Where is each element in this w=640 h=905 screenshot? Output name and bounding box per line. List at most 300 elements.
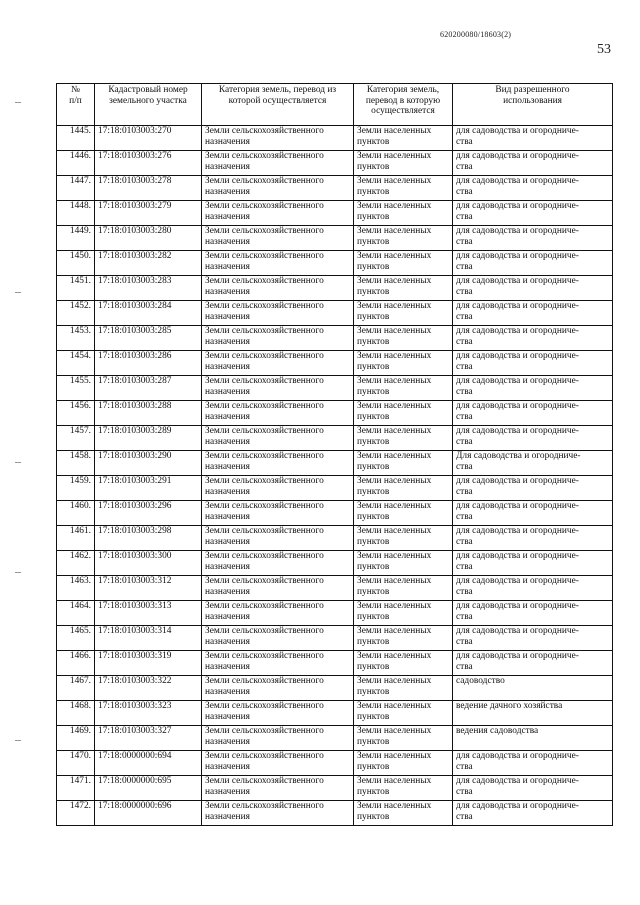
permitted-use-cell-text: ства: [456, 811, 473, 822]
permitted-use-cell: [453, 351, 613, 376]
category-to-cell: [354, 551, 453, 576]
cadastral-number-cell-text: 17:18:0103003:287: [98, 376, 172, 386]
category-to-cell-text: Земли населенных: [357, 726, 432, 736]
permitted-use-cell-text: для садоводства и огородниче-: [456, 351, 579, 361]
permitted-use-cell-text: для садоводства и огородниче-: [456, 551, 579, 561]
permitted-use-cell-text: для садоводства и огородниче-: [456, 301, 579, 311]
category-from-cell: [202, 501, 354, 526]
row-number-cell-text: 1446.: [69, 151, 91, 161]
category-to-cell-text: пунктов: [357, 711, 390, 722]
category-to-cell-text: Земли населенных: [357, 426, 432, 436]
category-to-cell: [354, 326, 453, 351]
category-to-cell-text: пунктов: [357, 561, 390, 572]
category-from-cell: [202, 651, 354, 676]
permitted-use-cell-text: для садоводства и огородниче-: [456, 251, 579, 261]
category-to-cell-text: Земли населенных: [357, 651, 432, 661]
category-from-cell: [202, 726, 354, 751]
category-from-cell-text: назначения: [205, 511, 250, 522]
cadastral-number-cell: [95, 426, 202, 451]
category-from-cell-text: Земли сельскохозяйственного: [205, 501, 324, 511]
permitted-use-cell: [453, 676, 613, 701]
document-id: 620200080/18603(2): [440, 30, 512, 39]
permitted-use-cell: [453, 651, 613, 676]
cadastral-number-cell-text: 17:18:0000000:695: [98, 776, 172, 786]
category-from-cell: [202, 276, 354, 301]
category-to-cell: [354, 401, 453, 426]
row-number-cell-text: 1459.: [69, 476, 91, 486]
category-to-cell-text: пунктов: [357, 486, 390, 497]
cadastral-number-cell-text: 17:18:0103003:298: [98, 526, 172, 536]
category-to-cell: [354, 776, 453, 801]
category-from-cell: [202, 151, 354, 176]
permitted-use-cell: [453, 326, 613, 351]
permitted-use-cell-text: ведения садоводства: [456, 726, 539, 736]
category-from-cell-text: Земли сельскохозяйственного: [205, 726, 324, 736]
permitted-use-cell-text: ства: [456, 286, 473, 297]
cadastral-number-cell: [95, 551, 202, 576]
category-from-cell-text: Земли сельскохозяйственного: [205, 326, 324, 336]
category-from-cell-text: Земли сельскохозяйственного: [205, 151, 324, 161]
row-number-cell-text: 1456.: [69, 401, 91, 411]
category-from-cell: [202, 201, 354, 226]
category-to-cell-text: Земли населенных: [357, 701, 432, 711]
cadastral-number-cell-text: 17:18:0103003:284: [98, 301, 172, 311]
category-to-cell-text: пунктов: [357, 411, 390, 422]
category-to-cell-text: пунктов: [357, 811, 390, 822]
row-number-cell: [57, 701, 95, 726]
permitted-use-cell-text: для садоводства и огородниче-: [456, 326, 579, 336]
category-from-cell: [202, 551, 354, 576]
category-from-cell-text: Земли сельскохозяйственного: [205, 576, 324, 586]
permitted-use-cell: [453, 151, 613, 176]
permitted-use-cell-text: ства: [456, 361, 473, 372]
category-from-cell-text: назначения: [205, 611, 250, 622]
row-number-cell: [57, 501, 95, 526]
category-to-cell-text: пунктов: [357, 336, 390, 347]
category-to-cell: [354, 676, 453, 701]
permitted-use-cell: [453, 301, 613, 326]
category-to-cell: [354, 501, 453, 526]
row-number-cell-text: 1457.: [69, 426, 91, 436]
permitted-use-cell: [453, 126, 613, 151]
category-to-cell-text: Земли населенных: [357, 401, 432, 411]
cadastral-number-cell-text: 17:18:0103003:270: [98, 126, 172, 136]
table-row: [57, 626, 613, 651]
row-number-cell: [57, 301, 95, 326]
category-to-cell-text: пунктов: [357, 236, 390, 247]
category-to-cell-text: Земли населенных: [357, 451, 432, 461]
table-row: [57, 151, 613, 176]
cadastral-number-cell-text: 17:18:0000000:696: [98, 801, 172, 811]
row-number-cell: [57, 726, 95, 751]
category-from-cell-text: Земли сельскохозяйственного: [205, 651, 324, 661]
category-to-cell-text: пунктов: [357, 586, 390, 597]
cadastral-number-cell-text: 17:18:0103003:322: [98, 676, 172, 686]
category-to-cell-text: пунктов: [357, 761, 390, 772]
cadastral-number-cell: [95, 176, 202, 201]
category-from-cell-text: назначения: [205, 686, 250, 697]
row-number-cell-text: 1451.: [69, 276, 91, 286]
category-to-cell-text: пунктов: [357, 661, 390, 672]
permitted-use-cell-text: для садоводства и огородниче-: [456, 501, 579, 511]
cadastral-number-cell-text: 17:18:0103003:290: [98, 451, 172, 461]
cadastral-number-cell-text: 17:18:0103003:312: [98, 576, 172, 586]
permitted-use-cell-text: для садоводства и огородниче-: [456, 126, 579, 136]
category-to-cell: [354, 726, 453, 751]
permitted-use-cell-text: для садоводства и огородниче-: [456, 151, 579, 161]
table-row: [57, 351, 613, 376]
category-to-cell-text: Земли населенных: [357, 576, 432, 586]
permitted-use-cell-text: для садоводства и огородниче-: [456, 376, 579, 386]
category-from-cell-text: назначения: [205, 461, 250, 472]
permitted-use-cell-text: для садоводства и огородниче-: [456, 226, 579, 236]
cadastral-number-cell: [95, 626, 202, 651]
permitted-use-cell-text: ства: [456, 261, 473, 272]
category-from-cell-text: Земли сельскохозяйственного: [205, 301, 324, 311]
category-to-cell-text: Земли населенных: [357, 251, 432, 261]
permitted-use-cell-text: ства: [456, 761, 473, 772]
category-to-cell: [354, 201, 453, 226]
row-number-cell-text: 1460.: [69, 501, 91, 511]
category-to-cell-text: Земли населенных: [357, 351, 432, 361]
table-row: [57, 776, 613, 801]
category-to-cell: [354, 801, 453, 826]
column-header-cadastral-number: Кадастровый номер земельного участка: [95, 84, 202, 126]
category-to-cell-text: пунктов: [357, 786, 390, 797]
category-from-cell: [202, 301, 354, 326]
cadastral-number-cell-text: 17:18:0103003:327: [98, 726, 172, 736]
permitted-use-cell-text: ства: [456, 336, 473, 347]
category-to-cell-text: пунктов: [357, 186, 390, 197]
permitted-use-cell-text: Для садоводства и огородниче-: [456, 451, 581, 461]
category-from-cell-text: назначения: [205, 761, 250, 772]
permitted-use-cell-text: ства: [456, 561, 473, 572]
category-to-cell-text: пунктов: [357, 286, 390, 297]
category-to-cell: [354, 251, 453, 276]
cadastral-number-cell-text: 17:18:0103003:313: [98, 601, 172, 611]
table-row: [57, 326, 613, 351]
cadastral-number-cell-text: 17:18:0103003:291: [98, 476, 172, 486]
category-to-cell-text: Земли населенных: [357, 501, 432, 511]
cadastral-number-cell: [95, 326, 202, 351]
cadastral-number-cell: [95, 676, 202, 701]
category-to-cell-text: пунктов: [357, 161, 390, 172]
category-to-cell-text: Земли населенных: [357, 801, 432, 811]
permitted-use-cell: [453, 176, 613, 201]
category-from-cell-text: Земли сельскохозяйственного: [205, 126, 324, 136]
row-number-cell: [57, 451, 95, 476]
cadastral-number-cell-text: 17:18:0103003:282: [98, 251, 172, 261]
category-from-cell-text: назначения: [205, 386, 250, 397]
category-from-cell-text: назначения: [205, 711, 250, 722]
cadastral-number-cell-text: 17:18:0103003:319: [98, 651, 172, 661]
category-from-cell-text: Земли сельскохозяйственного: [205, 551, 324, 561]
cadastral-number-cell: [95, 576, 202, 601]
row-number-cell-text: 1469.: [69, 726, 91, 736]
row-number-cell-text: 1467.: [69, 676, 91, 686]
permitted-use-cell-text: ства: [456, 311, 473, 322]
category-from-cell: [202, 226, 354, 251]
category-to-cell-text: пунктов: [357, 311, 390, 322]
row-number-cell-text: 1449.: [69, 226, 91, 236]
category-from-cell-text: назначения: [205, 261, 250, 272]
page-number: 53: [597, 42, 611, 57]
permitted-use-cell-text: ства: [456, 136, 473, 147]
permitted-use-cell: [453, 401, 613, 426]
permitted-use-cell-text: для садоводства и огородниче-: [456, 626, 579, 636]
row-number-cell: [57, 226, 95, 251]
row-number-cell-text: 1453.: [69, 326, 91, 336]
table-row: [57, 551, 613, 576]
category-from-cell: [202, 601, 354, 626]
cadastral-number-cell: [95, 201, 202, 226]
row-number-cell: [57, 676, 95, 701]
category-from-cell-text: Земли сельскохозяйственного: [205, 176, 324, 186]
permitted-use-cell-text: для садоводства и огородниче-: [456, 201, 579, 211]
category-to-cell-text: Земли населенных: [357, 301, 432, 311]
cadastral-number-cell-text: 17:18:0103003:278: [98, 176, 172, 186]
cadastral-number-cell: [95, 751, 202, 776]
permitted-use-cell-text: ства: [456, 411, 473, 422]
row-number-cell: [57, 126, 95, 151]
table-row: [57, 651, 613, 676]
category-to-cell-text: пунктов: [357, 211, 390, 222]
row-number-cell-text: 1468.: [69, 701, 91, 711]
table-row: [57, 701, 613, 726]
cadastral-number-cell-text: 17:18:0000000:694: [98, 751, 172, 761]
permitted-use-cell: [453, 551, 613, 576]
cadastral-number-cell-text: 17:18:0103003:288: [98, 401, 172, 411]
row-number-cell-text: 1455.: [69, 376, 91, 386]
row-number-cell-text: 1470.: [69, 751, 91, 761]
row-number-cell: [57, 426, 95, 451]
category-from-cell: [202, 251, 354, 276]
category-from-cell-text: Земли сельскохозяйственного: [205, 801, 324, 811]
permitted-use-cell-text: ства: [456, 211, 473, 222]
category-from-cell-text: назначения: [205, 786, 250, 797]
permitted-use-cell: [453, 726, 613, 751]
category-from-cell-text: Земли сельскохозяйственного: [205, 351, 324, 361]
category-to-cell-text: Земли населенных: [357, 601, 432, 611]
category-from-cell-text: Земли сельскохозяйственного: [205, 376, 324, 386]
table-row: [57, 576, 613, 601]
category-to-cell-text: пунктов: [357, 511, 390, 522]
row-number-cell: [57, 251, 95, 276]
category-to-cell: [354, 176, 453, 201]
permitted-use-cell-text: ства: [456, 461, 473, 472]
permitted-use-cell-text: для садоводства и огородниче-: [456, 401, 579, 411]
row-number-cell-text: 1462.: [69, 551, 91, 561]
category-from-cell: [202, 376, 354, 401]
cadastral-number-cell: [95, 601, 202, 626]
cadastral-number-cell: [95, 526, 202, 551]
category-from-cell: [202, 626, 354, 651]
cadastral-number-cell: [95, 276, 202, 301]
row-number-cell-text: 1454.: [69, 351, 91, 361]
category-to-cell-text: пунктов: [357, 736, 390, 747]
category-from-cell-text: назначения: [205, 286, 250, 297]
category-from-cell-text: назначения: [205, 736, 250, 747]
table-row: [57, 601, 613, 626]
row-number-cell: [57, 476, 95, 501]
cadastral-number-cell: [95, 451, 202, 476]
category-to-cell: [354, 751, 453, 776]
category-from-cell-text: Земли сельскохозяйственного: [205, 751, 324, 761]
category-to-cell-text: пунктов: [357, 636, 390, 647]
cadastral-number-cell-text: 17:18:0103003:280: [98, 226, 172, 236]
table-row: [57, 401, 613, 426]
category-from-cell-text: Земли сельскохозяйственного: [205, 226, 324, 236]
category-from-cell: [202, 351, 354, 376]
permitted-use-cell-text: ства: [456, 186, 473, 197]
row-number-cell: [57, 626, 95, 651]
cadastral-number-cell: [95, 301, 202, 326]
cadastral-number-cell-text: 17:18:0103003:314: [98, 626, 172, 636]
row-number-cell-text: 1472.: [69, 801, 91, 811]
category-to-cell-text: пунктов: [357, 261, 390, 272]
category-from-cell-text: Земли сельскохозяйственного: [205, 626, 324, 636]
permitted-use-cell: [453, 576, 613, 601]
category-to-cell: [354, 476, 453, 501]
margin-mark: [15, 740, 21, 741]
permitted-use-cell-text: для садоводства и огородниче-: [456, 751, 579, 761]
category-to-cell-text: Земли населенных: [357, 201, 432, 211]
cadastral-number-cell-text: 17:18:0103003:289: [98, 426, 172, 436]
category-from-cell-text: Земли сельскохозяйственного: [205, 251, 324, 261]
permitted-use-cell: [453, 226, 613, 251]
permitted-use-cell-text: ства: [456, 611, 473, 622]
cadastral-number-cell-text: 17:18:0103003:286: [98, 351, 172, 361]
category-from-cell-text: назначения: [205, 661, 250, 672]
cadastral-number-cell-text: 17:18:0103003:276: [98, 151, 172, 161]
row-number-cell: [57, 351, 95, 376]
cadastral-number-cell: [95, 776, 202, 801]
permitted-use-cell-text: ства: [456, 536, 473, 547]
category-from-cell: [202, 676, 354, 701]
category-to-cell: [354, 626, 453, 651]
category-to-cell-text: Земли населенных: [357, 176, 432, 186]
row-number-cell-text: 1448.: [69, 201, 91, 211]
category-to-cell-text: Земли населенных: [357, 126, 432, 136]
table-row: [57, 376, 613, 401]
table-row: [57, 676, 613, 701]
row-number-cell: [57, 576, 95, 601]
table-row: [57, 276, 613, 301]
permitted-use-cell-text: ства: [456, 511, 473, 522]
table-row: [57, 526, 613, 551]
cadastral-number-cell: [95, 651, 202, 676]
category-to-cell: [354, 151, 453, 176]
permitted-use-cell-text: для садоводства и огородниче-: [456, 426, 579, 436]
category-from-cell: [202, 476, 354, 501]
permitted-use-cell-text: для садоводства и огородниче-: [456, 801, 579, 811]
category-from-cell: [202, 426, 354, 451]
row-number-cell-text: 1447.: [69, 176, 91, 186]
table-row: [57, 751, 613, 776]
permitted-use-cell-text: ства: [456, 786, 473, 797]
cadastral-number-cell: [95, 801, 202, 826]
land-registry-table: [56, 83, 613, 826]
category-from-cell-text: Земли сельскохозяйственного: [205, 401, 324, 411]
category-from-cell-text: назначения: [205, 586, 250, 597]
permitted-use-cell-text: для садоводства и огородниче-: [456, 276, 579, 286]
permitted-use-cell-text: для садоводства и огородниче-: [456, 476, 579, 486]
permitted-use-cell: [453, 376, 613, 401]
permitted-use-cell-text: для садоводства и огородниче-: [456, 776, 579, 786]
table-header-row: [57, 84, 613, 126]
category-from-cell-text: Земли сельскохозяйственного: [205, 426, 324, 436]
row-number-cell: [57, 176, 95, 201]
row-number-cell-text: 1452.: [69, 301, 91, 311]
row-number-cell-text: 1463.: [69, 576, 91, 586]
category-from-cell-text: назначения: [205, 811, 250, 822]
category-to-cell: [354, 226, 453, 251]
permitted-use-cell: [453, 276, 613, 301]
permitted-use-cell-text: для садоводства и огородниче-: [456, 176, 579, 186]
table-row: [57, 451, 613, 476]
margin-mark: [15, 292, 21, 293]
category-from-cell-text: назначения: [205, 636, 250, 647]
category-from-cell-text: назначения: [205, 486, 250, 497]
category-to-cell-text: Земли населенных: [357, 551, 432, 561]
category-from-cell-text: Земли сельскохозяйственного: [205, 201, 324, 211]
category-from-cell-text: Земли сельскохозяйственного: [205, 776, 324, 786]
table-row: [57, 501, 613, 526]
row-number-cell: [57, 776, 95, 801]
category-from-cell-text: назначения: [205, 186, 250, 197]
category-from-cell-text: Земли сельскохозяйственного: [205, 676, 324, 686]
row-number-cell-text: 1450.: [69, 251, 91, 261]
category-to-cell: [354, 376, 453, 401]
category-from-cell-text: назначения: [205, 436, 250, 447]
table-row: [57, 801, 613, 826]
permitted-use-cell-text: для садоводства и огородниче-: [456, 576, 579, 586]
row-number-cell: [57, 751, 95, 776]
permitted-use-cell: [453, 451, 613, 476]
cadastral-number-cell: [95, 226, 202, 251]
permitted-use-cell: [453, 626, 613, 651]
category-to-cell-text: пунктов: [357, 611, 390, 622]
category-to-cell-text: Земли населенных: [357, 476, 432, 486]
column-header-permitted-use: Вид разрешенного использования: [453, 84, 613, 126]
cadastral-number-cell: [95, 701, 202, 726]
category-from-cell-text: назначения: [205, 536, 250, 547]
row-number-cell-text: 1471.: [69, 776, 91, 786]
category-from-cell-text: Земли сельскохозяйственного: [205, 526, 324, 536]
cadastral-number-cell: [95, 476, 202, 501]
row-number-cell: [57, 276, 95, 301]
category-from-cell-text: назначения: [205, 236, 250, 247]
category-from-cell-text: Земли сельскохозяйственного: [205, 451, 324, 461]
cadastral-number-cell-text: 17:18:0103003:283: [98, 276, 172, 286]
category-to-cell: [354, 426, 453, 451]
category-to-cell-text: Земли населенных: [357, 776, 432, 786]
row-number-cell-text: 1461.: [69, 526, 91, 536]
row-number-cell: [57, 526, 95, 551]
table-row: [57, 251, 613, 276]
column-header-category-from: Категория земель, перевод из которой осуществляется: [202, 84, 354, 126]
permitted-use-cell-text: для садоводства и огородниче-: [456, 601, 579, 611]
permitted-use-cell: [453, 751, 613, 776]
row-number-cell: [57, 551, 95, 576]
category-to-cell: [354, 126, 453, 151]
cadastral-number-cell: [95, 376, 202, 401]
table-row: [57, 301, 613, 326]
margin-mark: [15, 462, 21, 463]
permitted-use-cell-text: ства: [456, 661, 473, 672]
category-from-cell-text: Земли сельскохозяйственного: [205, 601, 324, 611]
category-to-cell-text: пунктов: [357, 361, 390, 372]
